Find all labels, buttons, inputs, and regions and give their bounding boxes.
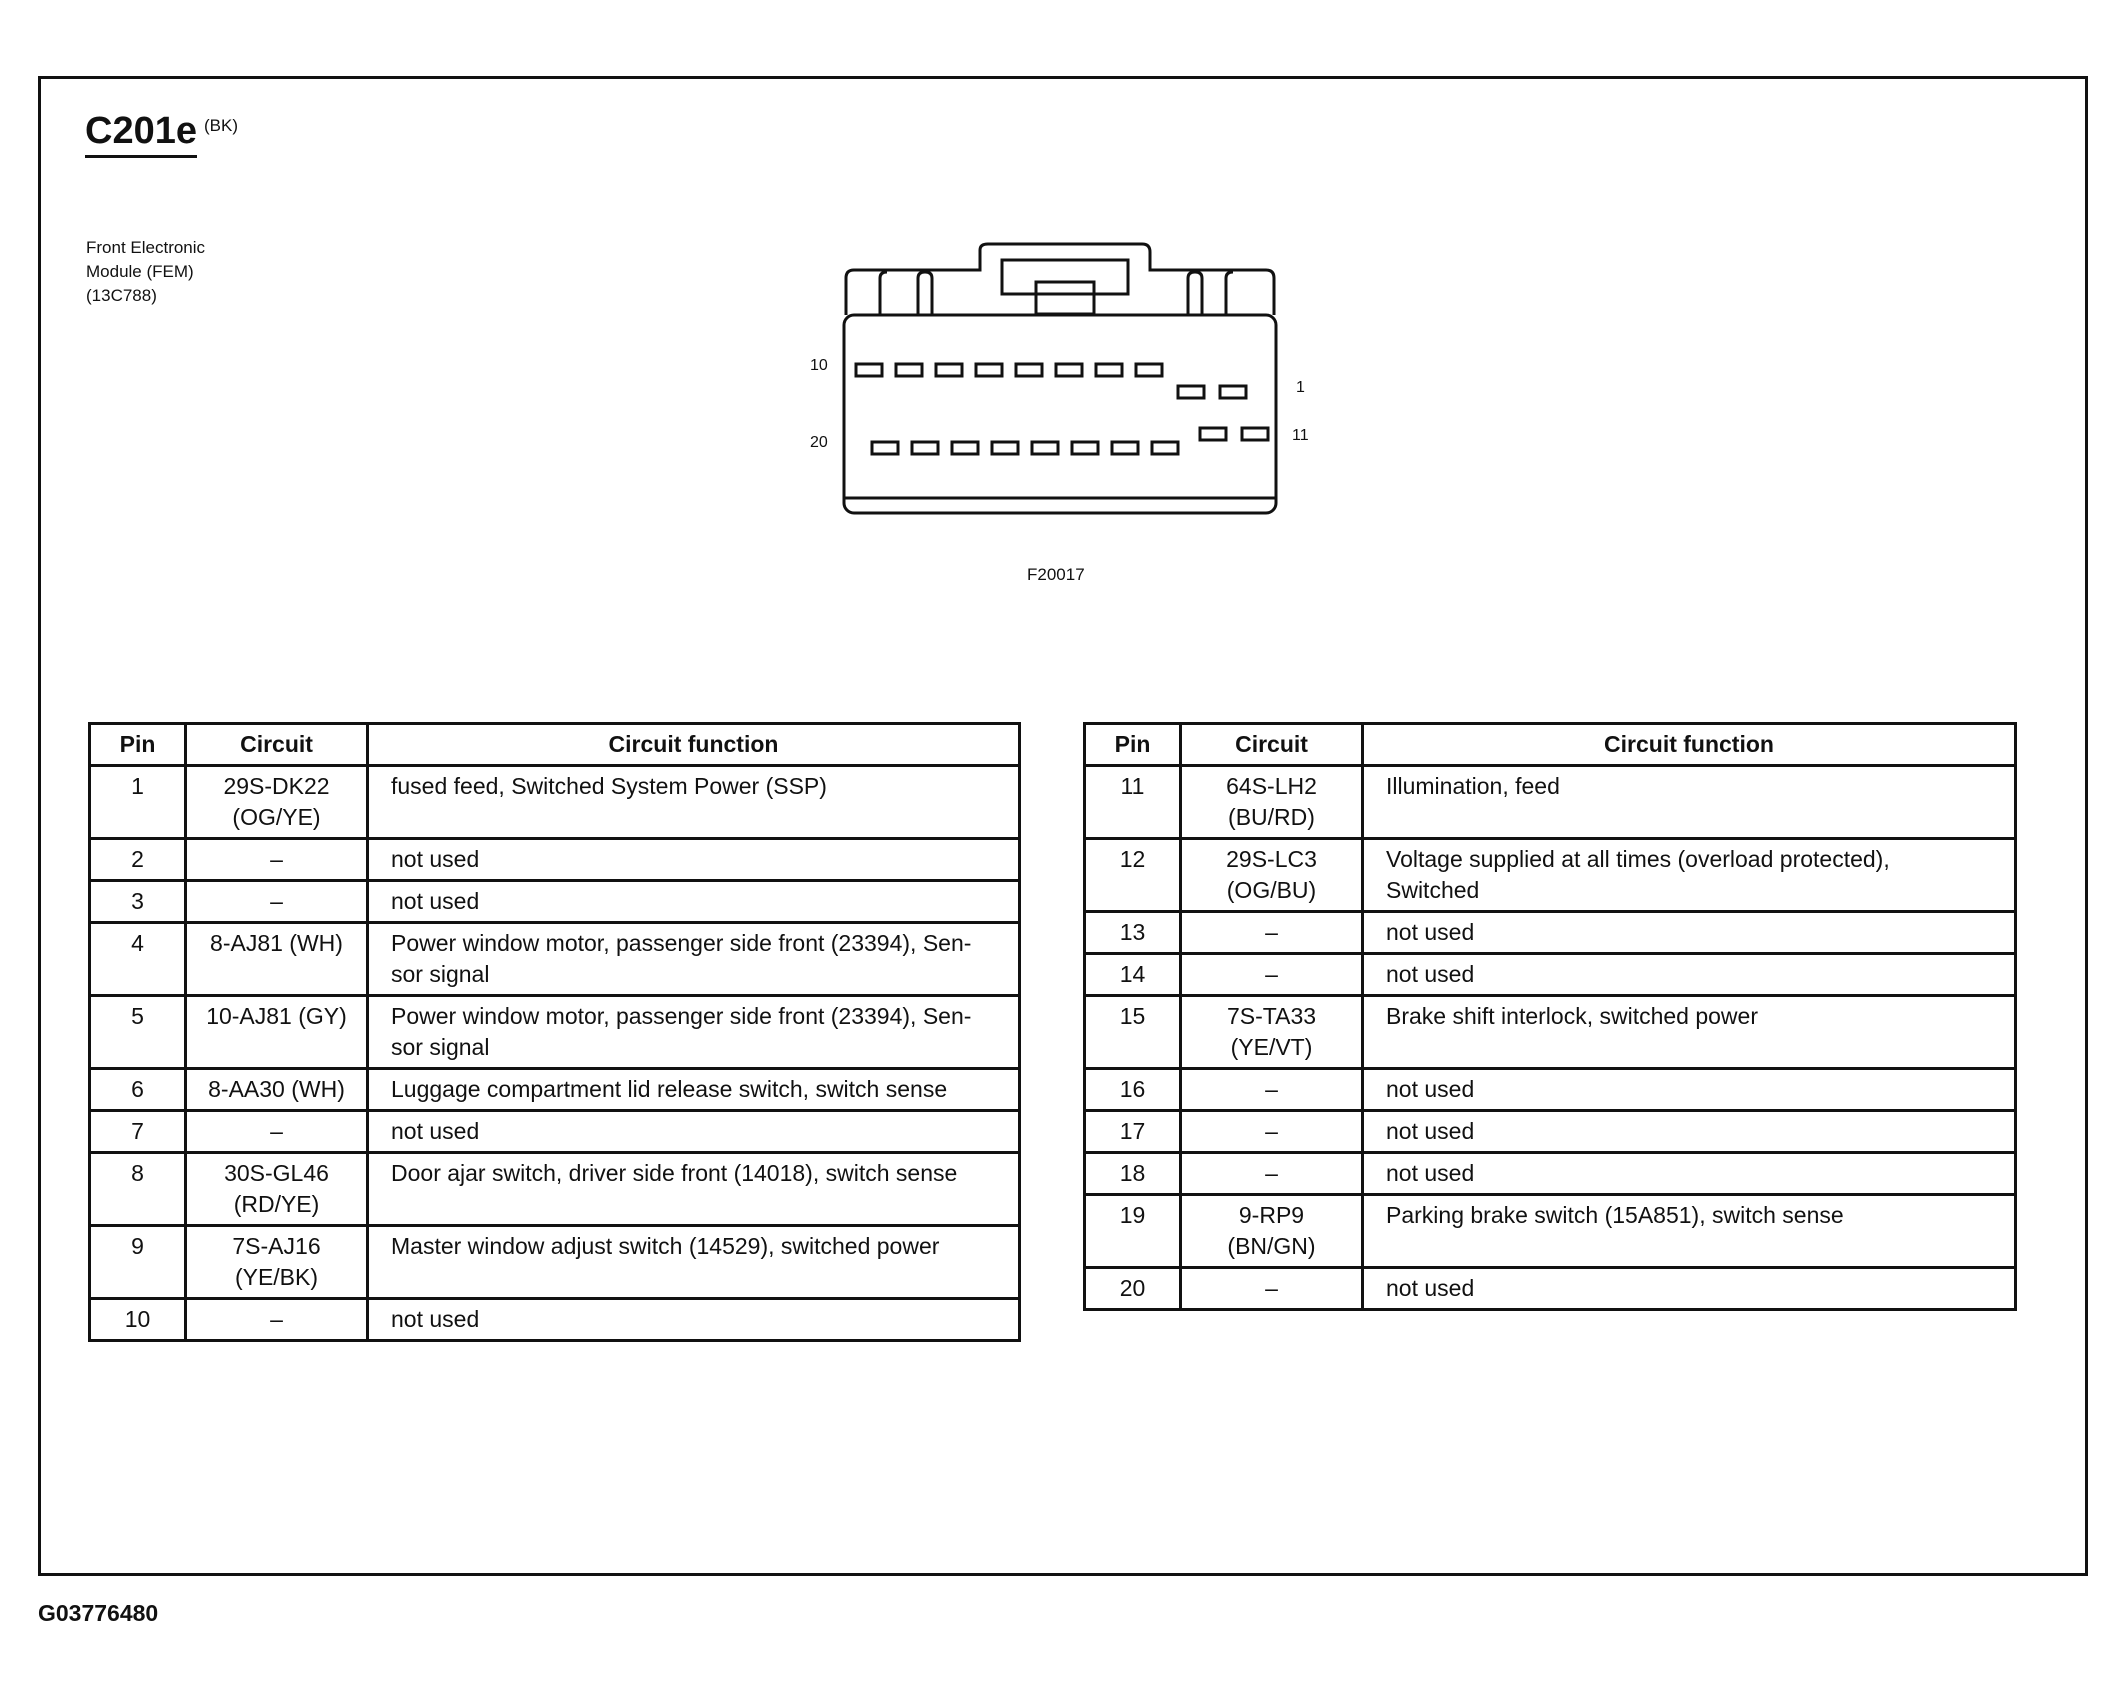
circuit-cell-text: (BU/RD) bbox=[1228, 804, 1315, 830]
pin-cell bbox=[90, 1069, 186, 1111]
pin-cell-text: 13 bbox=[1119, 919, 1146, 945]
function-cell-text: sor signal bbox=[391, 1034, 490, 1060]
function-cell-text: Power window motor, passenger side front (23394), Sen- bbox=[391, 930, 972, 956]
circuit-cell bbox=[1181, 1195, 1363, 1268]
table-row bbox=[90, 1069, 1020, 1111]
circuit-cell-text: 10-AJ81 (GY) bbox=[206, 1003, 347, 1029]
connector-rib-left bbox=[918, 272, 932, 315]
pin-slot bbox=[896, 364, 922, 376]
function-cell-text: not used bbox=[391, 888, 480, 914]
table-row bbox=[1085, 912, 2016, 954]
table-row bbox=[90, 839, 1020, 881]
circuit-cell-text: 29S-LC3 bbox=[1226, 846, 1317, 872]
column-header-circuit: Circuit bbox=[186, 724, 368, 766]
function-cell bbox=[368, 1069, 1020, 1111]
pin-cell-text: 17 bbox=[1119, 1118, 1146, 1144]
function-cell-text: Master window adjust switch (14529), switched power bbox=[391, 1233, 940, 1259]
pin-cell-text: 4 bbox=[131, 930, 144, 956]
function-cell bbox=[1363, 839, 2016, 912]
circuit-cell-text: – bbox=[1265, 961, 1278, 987]
pin-cell bbox=[90, 923, 186, 996]
pinout-table-left bbox=[88, 722, 1021, 1342]
pin-label-11: 11 bbox=[1292, 427, 1309, 444]
connector-face-diagram bbox=[800, 230, 1320, 530]
circuit-cell bbox=[1181, 766, 1363, 839]
connector-latch-tab bbox=[1036, 282, 1094, 314]
pin-slot bbox=[952, 442, 978, 454]
circuit-cell bbox=[1181, 1268, 1363, 1310]
circuit-cell-text: (RD/YE) bbox=[233, 1191, 320, 1217]
pin-label-1: 1 bbox=[1296, 379, 1305, 396]
table-row bbox=[90, 1111, 1020, 1153]
pin-cell-text: 18 bbox=[1119, 1160, 1146, 1186]
circuit-cell-text: – bbox=[1265, 1275, 1278, 1301]
table-row bbox=[1085, 839, 2016, 912]
function-cell-text: not used bbox=[391, 846, 480, 872]
circuit-cell bbox=[186, 1153, 368, 1226]
pin-cell bbox=[1085, 1111, 1181, 1153]
table-row bbox=[90, 766, 1020, 839]
circuit-cell-text: 9-RP9 bbox=[1238, 1202, 1305, 1228]
circuit-cell-text: – bbox=[270, 1118, 283, 1144]
circuit-cell bbox=[186, 1069, 368, 1111]
pin-label-20: 20 bbox=[810, 434, 828, 451]
circuit-cell-text: (OG/YE) bbox=[232, 804, 321, 830]
function-cell bbox=[1363, 1195, 2016, 1268]
pin-cell bbox=[90, 1111, 186, 1153]
function-cell-text: not used bbox=[1386, 1076, 1475, 1102]
pin-cell-text: 19 bbox=[1119, 1202, 1146, 1228]
pin-slot bbox=[1072, 442, 1098, 454]
connector-id: C201e bbox=[85, 110, 197, 158]
pin-cell bbox=[1085, 912, 1181, 954]
function-cell bbox=[1363, 954, 2016, 996]
table-row bbox=[1085, 1069, 2016, 1111]
circuit-cell-text: – bbox=[270, 1306, 283, 1332]
function-cell-text: not used bbox=[1386, 1160, 1475, 1186]
function-cell bbox=[368, 1111, 1020, 1153]
circuit-cell-text: (YE/BK) bbox=[234, 1264, 319, 1290]
function-cell bbox=[368, 839, 1020, 881]
function-cell-text: Parking brake switch (15A851), switch sense bbox=[1386, 1202, 1844, 1228]
function-cell-text: Luggage compartment lid release switch, switch sense bbox=[391, 1076, 948, 1102]
table-row bbox=[1085, 954, 2016, 996]
pin-cell-text: 14 bbox=[1119, 961, 1146, 987]
pin-cell-text: 9 bbox=[131, 1233, 144, 1259]
circuit-cell bbox=[1181, 1111, 1363, 1153]
connector-rib-right bbox=[1226, 272, 1233, 315]
circuit-cell-text: – bbox=[270, 888, 283, 914]
circuit-cell-text: 29S-DK22 bbox=[223, 773, 330, 799]
pin-slot bbox=[1016, 364, 1042, 376]
table-row bbox=[90, 1153, 1020, 1226]
column-header-function: Circuit function bbox=[1363, 724, 2016, 766]
circuit-cell bbox=[1181, 839, 1363, 912]
pin-cell-text: 2 bbox=[131, 846, 144, 872]
table-row bbox=[90, 881, 1020, 923]
table-row bbox=[90, 1299, 1020, 1341]
circuit-cell-text: 7S-TA33 bbox=[1226, 1003, 1317, 1029]
function-cell-text: Door ajar switch, driver side front (14018), switch sense bbox=[391, 1160, 958, 1186]
connector-rib-left bbox=[880, 272, 887, 315]
pin-cell bbox=[1085, 996, 1181, 1069]
pin-cell-text: 15 bbox=[1119, 1003, 1146, 1029]
function-cell-text: not used bbox=[1386, 1275, 1475, 1301]
connector-color: (BK) bbox=[204, 116, 238, 135]
connector-body bbox=[844, 315, 1276, 513]
function-cell-text: fused feed, Switched System Power (SSP) bbox=[391, 773, 827, 799]
function-cell-text: not used bbox=[391, 1306, 480, 1332]
function-cell bbox=[368, 996, 1020, 1069]
function-cell bbox=[368, 1226, 1020, 1299]
pin-cell bbox=[90, 1226, 186, 1299]
function-cell-text: Voltage supplied at all times (overload protected), bbox=[1386, 846, 1890, 872]
function-cell bbox=[1363, 1153, 2016, 1195]
pin-slot bbox=[856, 364, 882, 376]
circuit-cell-text: 7S-AJ16 bbox=[232, 1233, 321, 1259]
pin-cell bbox=[1085, 1268, 1181, 1310]
table-row bbox=[1085, 1195, 2016, 1268]
circuit-cell-text: (BN/GN) bbox=[1227, 1233, 1316, 1259]
pin-cell bbox=[1085, 766, 1181, 839]
circuit-cell bbox=[186, 1111, 368, 1153]
circuit-cell-text: (OG/BU) bbox=[1226, 877, 1317, 903]
circuit-cell-text: – bbox=[270, 846, 283, 872]
pin-slot bbox=[976, 364, 1002, 376]
pin-cell-text: 6 bbox=[131, 1076, 144, 1102]
circuit-cell bbox=[186, 881, 368, 923]
connector-rib-right bbox=[1188, 272, 1202, 315]
column-header-pin: Pin bbox=[1085, 724, 1181, 766]
function-cell bbox=[1363, 1069, 2016, 1111]
pin-cell-text: 8 bbox=[131, 1160, 144, 1186]
document-id: G03776480 bbox=[38, 1600, 159, 1626]
pin-cell-text: 11 bbox=[1120, 773, 1145, 799]
function-cell-text: sor signal bbox=[391, 961, 490, 987]
pin-label-10: 10 bbox=[810, 357, 828, 374]
circuit-cell bbox=[1181, 1069, 1363, 1111]
circuit-cell-text: – bbox=[1265, 1076, 1278, 1102]
function-cell-text: Switched bbox=[1386, 877, 1480, 903]
pin-slot bbox=[1136, 364, 1162, 376]
table-row bbox=[1085, 766, 2016, 839]
circuit-cell-text: 8-AJ81 (WH) bbox=[210, 930, 343, 956]
pin-cell bbox=[90, 996, 186, 1069]
connector-latch bbox=[1002, 260, 1128, 294]
pin-slot bbox=[912, 442, 938, 454]
pin-cell-text: 20 bbox=[1119, 1275, 1146, 1301]
circuit-cell bbox=[1181, 1153, 1363, 1195]
function-cell bbox=[1363, 912, 2016, 954]
function-cell bbox=[368, 881, 1020, 923]
pin-slot bbox=[1200, 428, 1226, 440]
function-cell bbox=[1363, 996, 2016, 1069]
pin-cell-text: 1 bbox=[131, 773, 144, 799]
column-header-circuit: Circuit bbox=[1181, 724, 1363, 766]
function-cell bbox=[1363, 1268, 2016, 1310]
circuit-cell-text: – bbox=[1265, 1118, 1278, 1144]
pin-slot bbox=[992, 442, 1018, 454]
circuit-cell bbox=[186, 996, 368, 1069]
circuit-cell bbox=[186, 839, 368, 881]
function-cell bbox=[1363, 1111, 2016, 1153]
pin-cell-text: 5 bbox=[131, 1003, 144, 1029]
pin-cell bbox=[1085, 839, 1181, 912]
pin-slot bbox=[1032, 442, 1058, 454]
pin-cell bbox=[90, 881, 186, 923]
column-header-pin: Pin bbox=[90, 724, 186, 766]
pin-slot bbox=[1096, 364, 1122, 376]
table-row bbox=[1085, 996, 2016, 1069]
function-cell-text: Illumination, feed bbox=[1386, 773, 1560, 799]
circuit-cell bbox=[186, 923, 368, 996]
function-cell-text: not used bbox=[1386, 919, 1475, 945]
function-cell bbox=[368, 766, 1020, 839]
description-line: Front Electronic bbox=[86, 238, 206, 257]
pin-cell bbox=[90, 766, 186, 839]
circuit-cell-text: 64S-LH2 bbox=[1226, 773, 1317, 799]
pin-cell-text: 10 bbox=[124, 1306, 151, 1332]
description-line: (13C788) bbox=[86, 286, 157, 305]
table-row bbox=[90, 1226, 1020, 1299]
pin-slot bbox=[1112, 442, 1138, 454]
pin-slot bbox=[1220, 386, 1246, 398]
circuit-cell bbox=[186, 766, 368, 839]
function-cell bbox=[1363, 766, 2016, 839]
pin-cell bbox=[1085, 954, 1181, 996]
circuit-cell-text: (YE/VT) bbox=[1230, 1034, 1313, 1060]
table-row bbox=[1085, 1153, 2016, 1195]
circuit-cell bbox=[1181, 912, 1363, 954]
pin-cell-text: 16 bbox=[1119, 1076, 1146, 1102]
pin-cell bbox=[90, 839, 186, 881]
function-cell bbox=[368, 1299, 1020, 1341]
circuit-cell-text: 30S-GL46 bbox=[224, 1160, 329, 1186]
pin-slot bbox=[1242, 428, 1268, 440]
pin-slot bbox=[1178, 386, 1204, 398]
pin-slot bbox=[936, 364, 962, 376]
pin-cell bbox=[90, 1153, 186, 1226]
circuit-cell bbox=[186, 1299, 368, 1341]
pin-slot bbox=[1152, 442, 1178, 454]
table-row bbox=[90, 923, 1020, 996]
circuit-cell-text: 8-AA30 (WH) bbox=[208, 1076, 345, 1102]
table-row bbox=[1085, 1268, 2016, 1310]
pin-cell bbox=[1085, 1195, 1181, 1268]
function-cell-text: not used bbox=[1386, 961, 1475, 987]
pin-cell-text: 7 bbox=[131, 1118, 144, 1144]
circuit-cell-text: – bbox=[1265, 1160, 1278, 1186]
function-cell-text: Brake shift interlock, switched power bbox=[1386, 1003, 1758, 1029]
pin-slot bbox=[1056, 364, 1082, 376]
connector-housing bbox=[846, 244, 1274, 315]
pinout-table-right bbox=[1083, 722, 2017, 1311]
function-cell bbox=[368, 1153, 1020, 1226]
table-row bbox=[90, 996, 1020, 1069]
function-cell bbox=[368, 923, 1020, 996]
pin-cell bbox=[90, 1299, 186, 1341]
circuit-cell bbox=[186, 1226, 368, 1299]
function-cell-text: Power window motor, passenger side front (23394), Sen- bbox=[391, 1003, 972, 1029]
pin-cell bbox=[1085, 1069, 1181, 1111]
pin-cell-text: 3 bbox=[131, 888, 144, 914]
pin-cell bbox=[1085, 1153, 1181, 1195]
circuit-cell-text: – bbox=[1265, 919, 1278, 945]
table-row bbox=[1085, 1111, 2016, 1153]
circuit-cell bbox=[1181, 996, 1363, 1069]
pin-slot bbox=[872, 442, 898, 454]
pin-cell-text: 12 bbox=[1119, 846, 1146, 872]
function-cell-text: not used bbox=[391, 1118, 480, 1144]
description-line: Module (FEM) bbox=[86, 262, 194, 281]
column-header-function: Circuit function bbox=[368, 724, 1020, 766]
figure-code: F20017 bbox=[1027, 565, 1085, 584]
circuit-cell bbox=[1181, 954, 1363, 996]
function-cell-text: not used bbox=[1386, 1118, 1475, 1144]
